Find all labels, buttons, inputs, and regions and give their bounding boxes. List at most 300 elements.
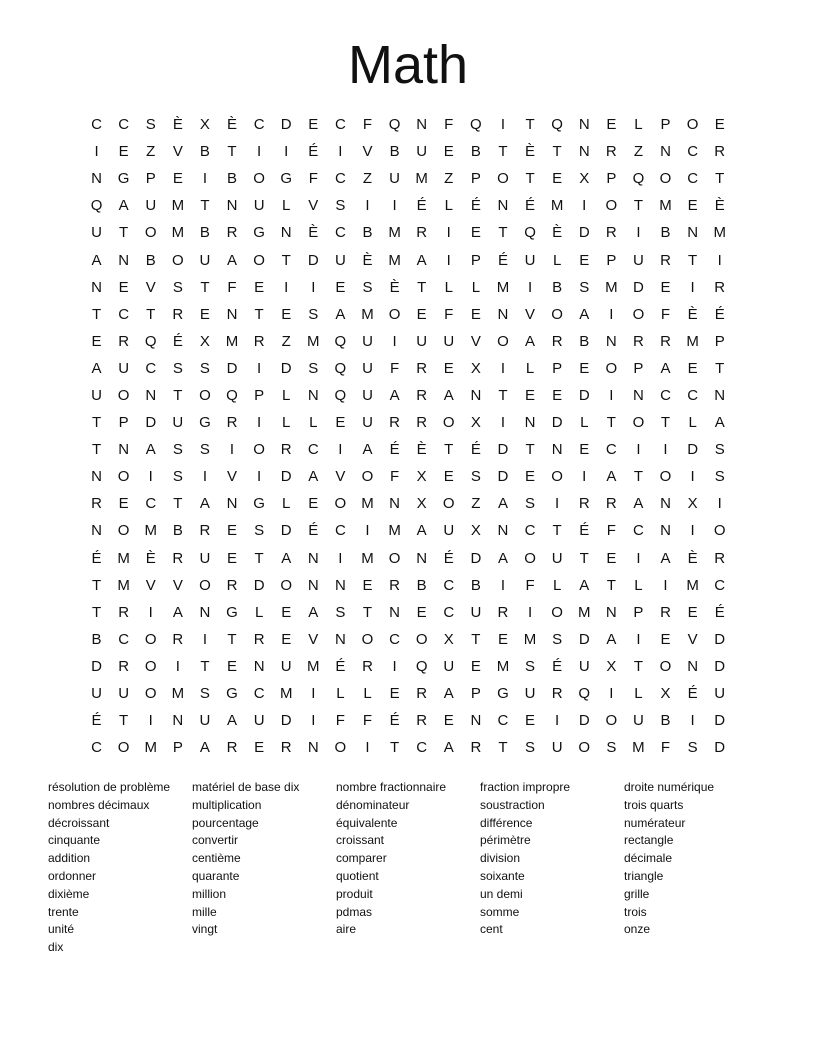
grid-letter: L	[282, 197, 291, 215]
grid-letter: T	[660, 414, 671, 432]
grid-letter: B	[145, 251, 156, 269]
grid-letter: D	[280, 468, 292, 486]
grid-letter: A	[660, 359, 671, 377]
grid-letter: F	[362, 712, 373, 730]
grid-letter: M	[144, 522, 157, 540]
grid-letter: O	[524, 549, 536, 567]
word-list-item: pdmas	[336, 904, 373, 919]
grid-letter: I	[229, 441, 235, 459]
grid-letter: U	[199, 251, 211, 269]
grid-letter: U	[91, 224, 102, 242]
grid-letter: X	[470, 414, 481, 432]
grid-letter: T	[606, 576, 616, 594]
grid-letter: E	[660, 630, 671, 648]
grid-letter: C	[660, 386, 671, 404]
grid-letter: V	[362, 143, 373, 161]
grid-letter: U	[362, 359, 373, 377]
grid-letter: U	[524, 251, 536, 269]
grid-row	[83, 246, 735, 273]
grid-letter: É	[389, 712, 400, 730]
grid-letter: O	[144, 224, 157, 242]
grid-letter: É	[687, 685, 698, 703]
grid-letter: N	[118, 441, 130, 459]
grid-letter: T	[498, 143, 508, 161]
grid-letter: A	[199, 495, 210, 513]
grid-letter: U	[551, 739, 563, 757]
grid-letter: R	[172, 630, 184, 648]
grid-letter: M	[713, 224, 726, 242]
grid-letter: U	[551, 549, 563, 567]
grid-letter: F	[444, 116, 454, 134]
grid-letter: E	[254, 739, 265, 757]
grid-letter: È	[308, 224, 319, 242]
grid-letter: E	[91, 332, 102, 350]
grid-letter: Q	[551, 116, 563, 134]
grid-letter: M	[225, 332, 239, 350]
grid-letter: I	[148, 603, 153, 621]
grid-letter: N	[687, 224, 699, 242]
grid-letter: E	[470, 657, 481, 675]
grid-letter: R	[226, 576, 238, 594]
grid-letter: I	[202, 170, 207, 188]
grid-letter: M	[171, 197, 185, 215]
grid-letter: A	[91, 359, 102, 377]
grid-letter: O	[632, 414, 645, 432]
grid-letter: G	[253, 224, 265, 242]
grid-letter: T	[227, 143, 237, 161]
grid-letter: C	[334, 522, 346, 540]
word-list-column	[192, 779, 336, 957]
word-list-item: quarante	[192, 868, 240, 883]
grid-letter: X	[660, 685, 671, 703]
word-list-item: matériel de base dix	[192, 780, 300, 794]
grid-letter: N	[714, 386, 726, 404]
grid-letter: N	[497, 197, 509, 215]
grid-letter: V	[172, 143, 183, 161]
word-list-item: soustraction	[480, 797, 545, 812]
grid-letter: T	[525, 116, 535, 134]
grid-letter: O	[117, 522, 130, 540]
grid-letter: Q	[524, 224, 536, 242]
grid-letter: M	[171, 224, 185, 242]
grid-letter: C	[145, 359, 157, 377]
grid-letter: I	[365, 197, 370, 215]
grid-letter: I	[202, 630, 207, 648]
grid-letter: E	[443, 468, 454, 486]
grid-letter: N	[172, 712, 184, 730]
word-list-item: quotient	[336, 868, 379, 883]
word-list-item: trois	[624, 904, 647, 919]
grid-letter: I	[717, 251, 722, 269]
grid-letter: N	[253, 657, 265, 675]
grid-letter: R	[714, 278, 726, 296]
grid-letter: R	[118, 657, 130, 675]
grid-letter: É	[714, 603, 725, 621]
grid-letter: Z	[146, 143, 156, 161]
grid-letter: U	[714, 685, 726, 703]
grid-letter: I	[392, 197, 397, 215]
grid-letter: M	[496, 657, 510, 675]
grid-letter: F	[335, 712, 345, 730]
grid-letter: R	[605, 224, 617, 242]
page-title: Math	[347, 35, 469, 95]
grid-letter: M	[361, 305, 374, 323]
grid-letter: P	[470, 685, 481, 703]
grid-letter: D	[226, 359, 238, 377]
grid-letter: A	[579, 576, 590, 594]
word-list-item: résolution de problème	[48, 780, 171, 794]
grid-letter: E	[281, 305, 292, 323]
grid-letter: R	[199, 522, 211, 540]
word-list-item: mille	[192, 904, 217, 919]
grid-letter: D	[714, 630, 726, 648]
grid-letter: A	[443, 739, 454, 757]
grid-row	[83, 653, 735, 680]
grid-letter: V	[308, 197, 319, 215]
word-list-item: aire	[336, 922, 357, 937]
grid-letter: M	[117, 576, 130, 594]
grid-letter: E	[118, 143, 129, 161]
grid-letter: T	[91, 305, 102, 323]
word-list-item: soixante	[480, 868, 525, 883]
grid-letter: I	[338, 441, 343, 459]
grid-letter: E	[660, 278, 671, 296]
grid-letter: T	[173, 495, 183, 513]
grid-letter: Q	[226, 386, 238, 404]
grid-letter: Q	[470, 116, 482, 134]
grid-letter: I	[609, 386, 614, 404]
grid-letter: R	[416, 386, 428, 404]
grid-letter: E	[606, 116, 617, 134]
word-list	[48, 779, 788, 957]
grid-letter: È	[172, 116, 183, 134]
grid-letter: C	[334, 170, 346, 188]
grid-letter: T	[254, 305, 264, 323]
grid-letter: A	[118, 197, 129, 215]
grid-letter: G	[199, 414, 211, 432]
grid-letter: N	[226, 495, 238, 513]
grid-letter: N	[551, 441, 563, 459]
grid-letter: D	[280, 116, 292, 134]
grid-letter: T	[525, 170, 535, 188]
grid-letter: C	[118, 116, 130, 134]
grid-letter: L	[634, 116, 643, 134]
grid-letter: A	[606, 468, 617, 486]
word-list-item: équivalente	[336, 815, 398, 830]
word-list-item: décroissant	[48, 815, 110, 830]
grid-letter: G	[497, 685, 509, 703]
grid-letter: D	[497, 468, 509, 486]
grid-letter: E	[552, 386, 563, 404]
grid-letter: I	[636, 630, 641, 648]
grid-letter: D	[578, 712, 590, 730]
grid-letter: L	[336, 685, 345, 703]
grid-letter: I	[311, 712, 316, 730]
grid-letter: E	[281, 603, 292, 621]
grid-letter: N	[199, 603, 211, 621]
grid-letter: N	[416, 116, 428, 134]
grid-letter: E	[118, 495, 129, 513]
grid-letter: É	[308, 143, 319, 161]
grid-letter: B	[362, 224, 373, 242]
grid-letter: V	[687, 630, 698, 648]
grid-letter: U	[389, 170, 400, 188]
grid-letter: R	[660, 603, 671, 621]
grid-row	[83, 274, 735, 301]
grid-letter: I	[609, 685, 614, 703]
grid-letter: O	[388, 549, 401, 567]
grid-letter: E	[579, 441, 590, 459]
word-list-item: trois quarts	[624, 797, 684, 812]
grid-letter: T	[579, 549, 589, 567]
grid-letter: O	[117, 386, 130, 404]
grid-letter: I	[690, 522, 695, 540]
grid-letter: O	[253, 170, 265, 188]
grid-letter: L	[552, 251, 562, 269]
grid-letter: T	[362, 603, 373, 621]
grid-letter: N	[497, 522, 509, 540]
grid-letter: L	[282, 495, 291, 513]
grid-row	[83, 680, 735, 707]
grid-letter: I	[636, 224, 641, 242]
grid-letter: L	[580, 414, 589, 432]
word-list-item: grille	[624, 886, 650, 901]
grid-letter: S	[308, 305, 319, 323]
grid-letter: A	[172, 603, 183, 621]
grid-letter: I	[500, 576, 506, 594]
grid-letter: L	[634, 685, 643, 703]
grid-letter: Q	[334, 386, 347, 404]
grid-letter: P	[145, 170, 156, 188]
grid-letter: C	[687, 170, 699, 188]
grid-letter: F	[389, 359, 400, 377]
grid-letter: N	[605, 332, 617, 350]
grid-letter: S	[606, 739, 617, 757]
grid-letter: S	[687, 739, 698, 757]
grid-letter: E	[172, 170, 183, 188]
grid-letter: I	[365, 522, 370, 540]
grid-letter: D	[578, 630, 590, 648]
grid-letter: P	[470, 170, 481, 188]
grid-letter: B	[552, 278, 563, 296]
word-list-item: rectangle	[624, 833, 674, 848]
grid-letter: R	[389, 576, 400, 594]
grid-letter: N	[307, 386, 319, 404]
grid-letter: E	[308, 116, 319, 134]
grid-letter: S	[308, 359, 319, 377]
word-list-item: trente	[48, 904, 79, 919]
grid-letter: M	[550, 197, 564, 215]
grid-letter: D	[145, 414, 157, 432]
grid-letter: T	[389, 739, 400, 757]
grid-letter: P	[633, 603, 644, 621]
grid-letter: F	[660, 739, 671, 757]
grid-letter: N	[578, 143, 590, 161]
grid-letter: N	[307, 576, 319, 594]
grid-letter: O	[578, 739, 591, 757]
grid-letter: U	[416, 143, 428, 161]
grid-letter: T	[552, 522, 562, 540]
grid-letter: T	[200, 278, 210, 296]
word-list-item: dénominateur	[336, 797, 410, 812]
grid-letter: S	[714, 441, 725, 459]
grid-letter: X	[416, 468, 427, 486]
grid-letter: N	[389, 495, 400, 513]
grid-letter: N	[497, 305, 509, 323]
grid-letter: R	[497, 603, 509, 621]
grid-letter: A	[362, 441, 373, 459]
grid-letter: V	[227, 468, 238, 486]
grid-letter: I	[365, 739, 370, 757]
grid-letter: O	[551, 603, 563, 621]
grid-letter: I	[690, 712, 695, 730]
grid-letter: Q	[334, 332, 347, 350]
grid-letter: O	[253, 441, 265, 459]
grid-letter: T	[227, 630, 237, 648]
grid-letter: D	[307, 251, 319, 269]
grid-letter: É	[335, 657, 346, 675]
grid-letter: M	[415, 170, 428, 188]
grid-letter: X	[470, 522, 481, 540]
grid-letter: O	[497, 170, 509, 188]
grid-row	[83, 219, 735, 246]
grid-letter: O	[442, 414, 455, 432]
grid-letter: R	[172, 549, 184, 567]
grid-letter: R	[578, 495, 590, 513]
grid-letter: N	[605, 603, 617, 621]
grid-letter: O	[497, 332, 509, 350]
grid-letter: A	[497, 549, 508, 567]
grid-letter: I	[500, 414, 506, 432]
grid-letter: S	[172, 468, 183, 486]
grid-letter: S	[145, 116, 156, 134]
grid-letter: A	[227, 251, 238, 269]
grid-letter: È	[525, 143, 536, 161]
grid-letter: S	[172, 441, 183, 459]
grid-letter: X	[443, 630, 454, 648]
grid-letter: A	[714, 414, 725, 432]
grid-letter: I	[663, 576, 668, 594]
grid-letter: U	[334, 251, 346, 269]
grid-letter: E	[714, 116, 725, 134]
grid-letter: B	[416, 576, 427, 594]
grid-letter: O	[442, 495, 455, 513]
grid-letter: E	[687, 603, 698, 621]
grid-letter: T	[471, 630, 481, 648]
grid-letter: I	[527, 603, 533, 621]
word-list-item: périmètre	[480, 833, 531, 848]
grid-letter: D	[280, 712, 292, 730]
grid-letter: C	[443, 603, 455, 621]
grid-letter: C	[714, 576, 726, 594]
grid-letter: M	[686, 332, 699, 350]
grid-letter: T	[633, 197, 643, 215]
grid-letter: U	[524, 685, 536, 703]
grid-letter: C	[253, 685, 265, 703]
grid-letter: N	[470, 386, 482, 404]
grid-letter: T	[417, 278, 427, 296]
grid-letter: R	[118, 332, 130, 350]
grid-letter: I	[392, 657, 397, 675]
grid-letter: È	[552, 224, 563, 242]
grid-letter: D	[714, 657, 726, 675]
grid-letter: S	[470, 468, 481, 486]
grid-letter: Z	[281, 332, 291, 350]
grid-letter: N	[118, 251, 130, 269]
grid-letter: C	[524, 522, 536, 540]
word-list-item: dixième	[48, 886, 90, 901]
grid-letter: G	[253, 495, 265, 513]
grid-letter: U	[118, 685, 130, 703]
grid-letter: B	[579, 332, 590, 350]
grid-letter: C	[687, 143, 699, 161]
letter-grid	[83, 111, 735, 761]
grid-row	[83, 517, 735, 544]
grid-letter: I	[311, 278, 316, 296]
grid-letter: E	[118, 278, 129, 296]
word-list-item: fraction impropre	[480, 780, 571, 794]
grid-letter: B	[660, 712, 671, 730]
grid-letter: C	[443, 576, 455, 594]
grid-letter: D	[280, 522, 292, 540]
grid-row	[83, 328, 735, 355]
grid-letter: M	[388, 251, 401, 269]
grid-letter: E	[335, 414, 346, 432]
grid-letter: E	[525, 386, 536, 404]
grid-letter: O	[659, 657, 672, 675]
grid-letter: É	[714, 305, 725, 323]
grid-letter: S	[579, 278, 590, 296]
grid-letter: O	[415, 630, 428, 648]
grid-letter: É	[497, 251, 508, 269]
grid-letter: R	[91, 495, 102, 513]
grid-letter: A	[145, 441, 156, 459]
grid-letter: S	[525, 739, 536, 757]
grid-letter: I	[94, 143, 99, 161]
grid-letter: N	[91, 522, 102, 540]
word-list-item: dix	[48, 940, 64, 955]
grid-letter: O	[551, 305, 563, 323]
grid-letter: C	[605, 441, 617, 459]
grid-letter: I	[609, 305, 614, 323]
grid-row	[83, 734, 735, 761]
grid-letter: M	[659, 197, 672, 215]
grid-letter: T	[119, 224, 129, 242]
grid-letter: P	[254, 386, 265, 404]
grid-letter: M	[523, 630, 537, 648]
grid-letter: C	[145, 495, 157, 513]
grid-letter: V	[145, 576, 156, 594]
grid-letter: T	[173, 386, 183, 404]
grid-letter: I	[500, 359, 506, 377]
grid-letter: I	[148, 712, 153, 730]
grid-letter: O	[199, 386, 211, 404]
grid-letter: B	[199, 143, 210, 161]
grid-row	[83, 436, 735, 463]
grid-letter: Q	[415, 657, 428, 675]
grid-letter: R	[280, 441, 292, 459]
grid-letter: A	[606, 630, 617, 648]
grid-letter: N	[660, 495, 671, 513]
grid-letter: I	[311, 685, 316, 703]
grid-letter: A	[525, 332, 536, 350]
grid-letter: L	[363, 685, 372, 703]
word-list-item: cinquante	[48, 833, 101, 848]
grid-letter: M	[279, 685, 293, 703]
grid-row	[83, 192, 735, 219]
grid-letter: R	[416, 414, 428, 432]
grid-letter: R	[470, 739, 482, 757]
